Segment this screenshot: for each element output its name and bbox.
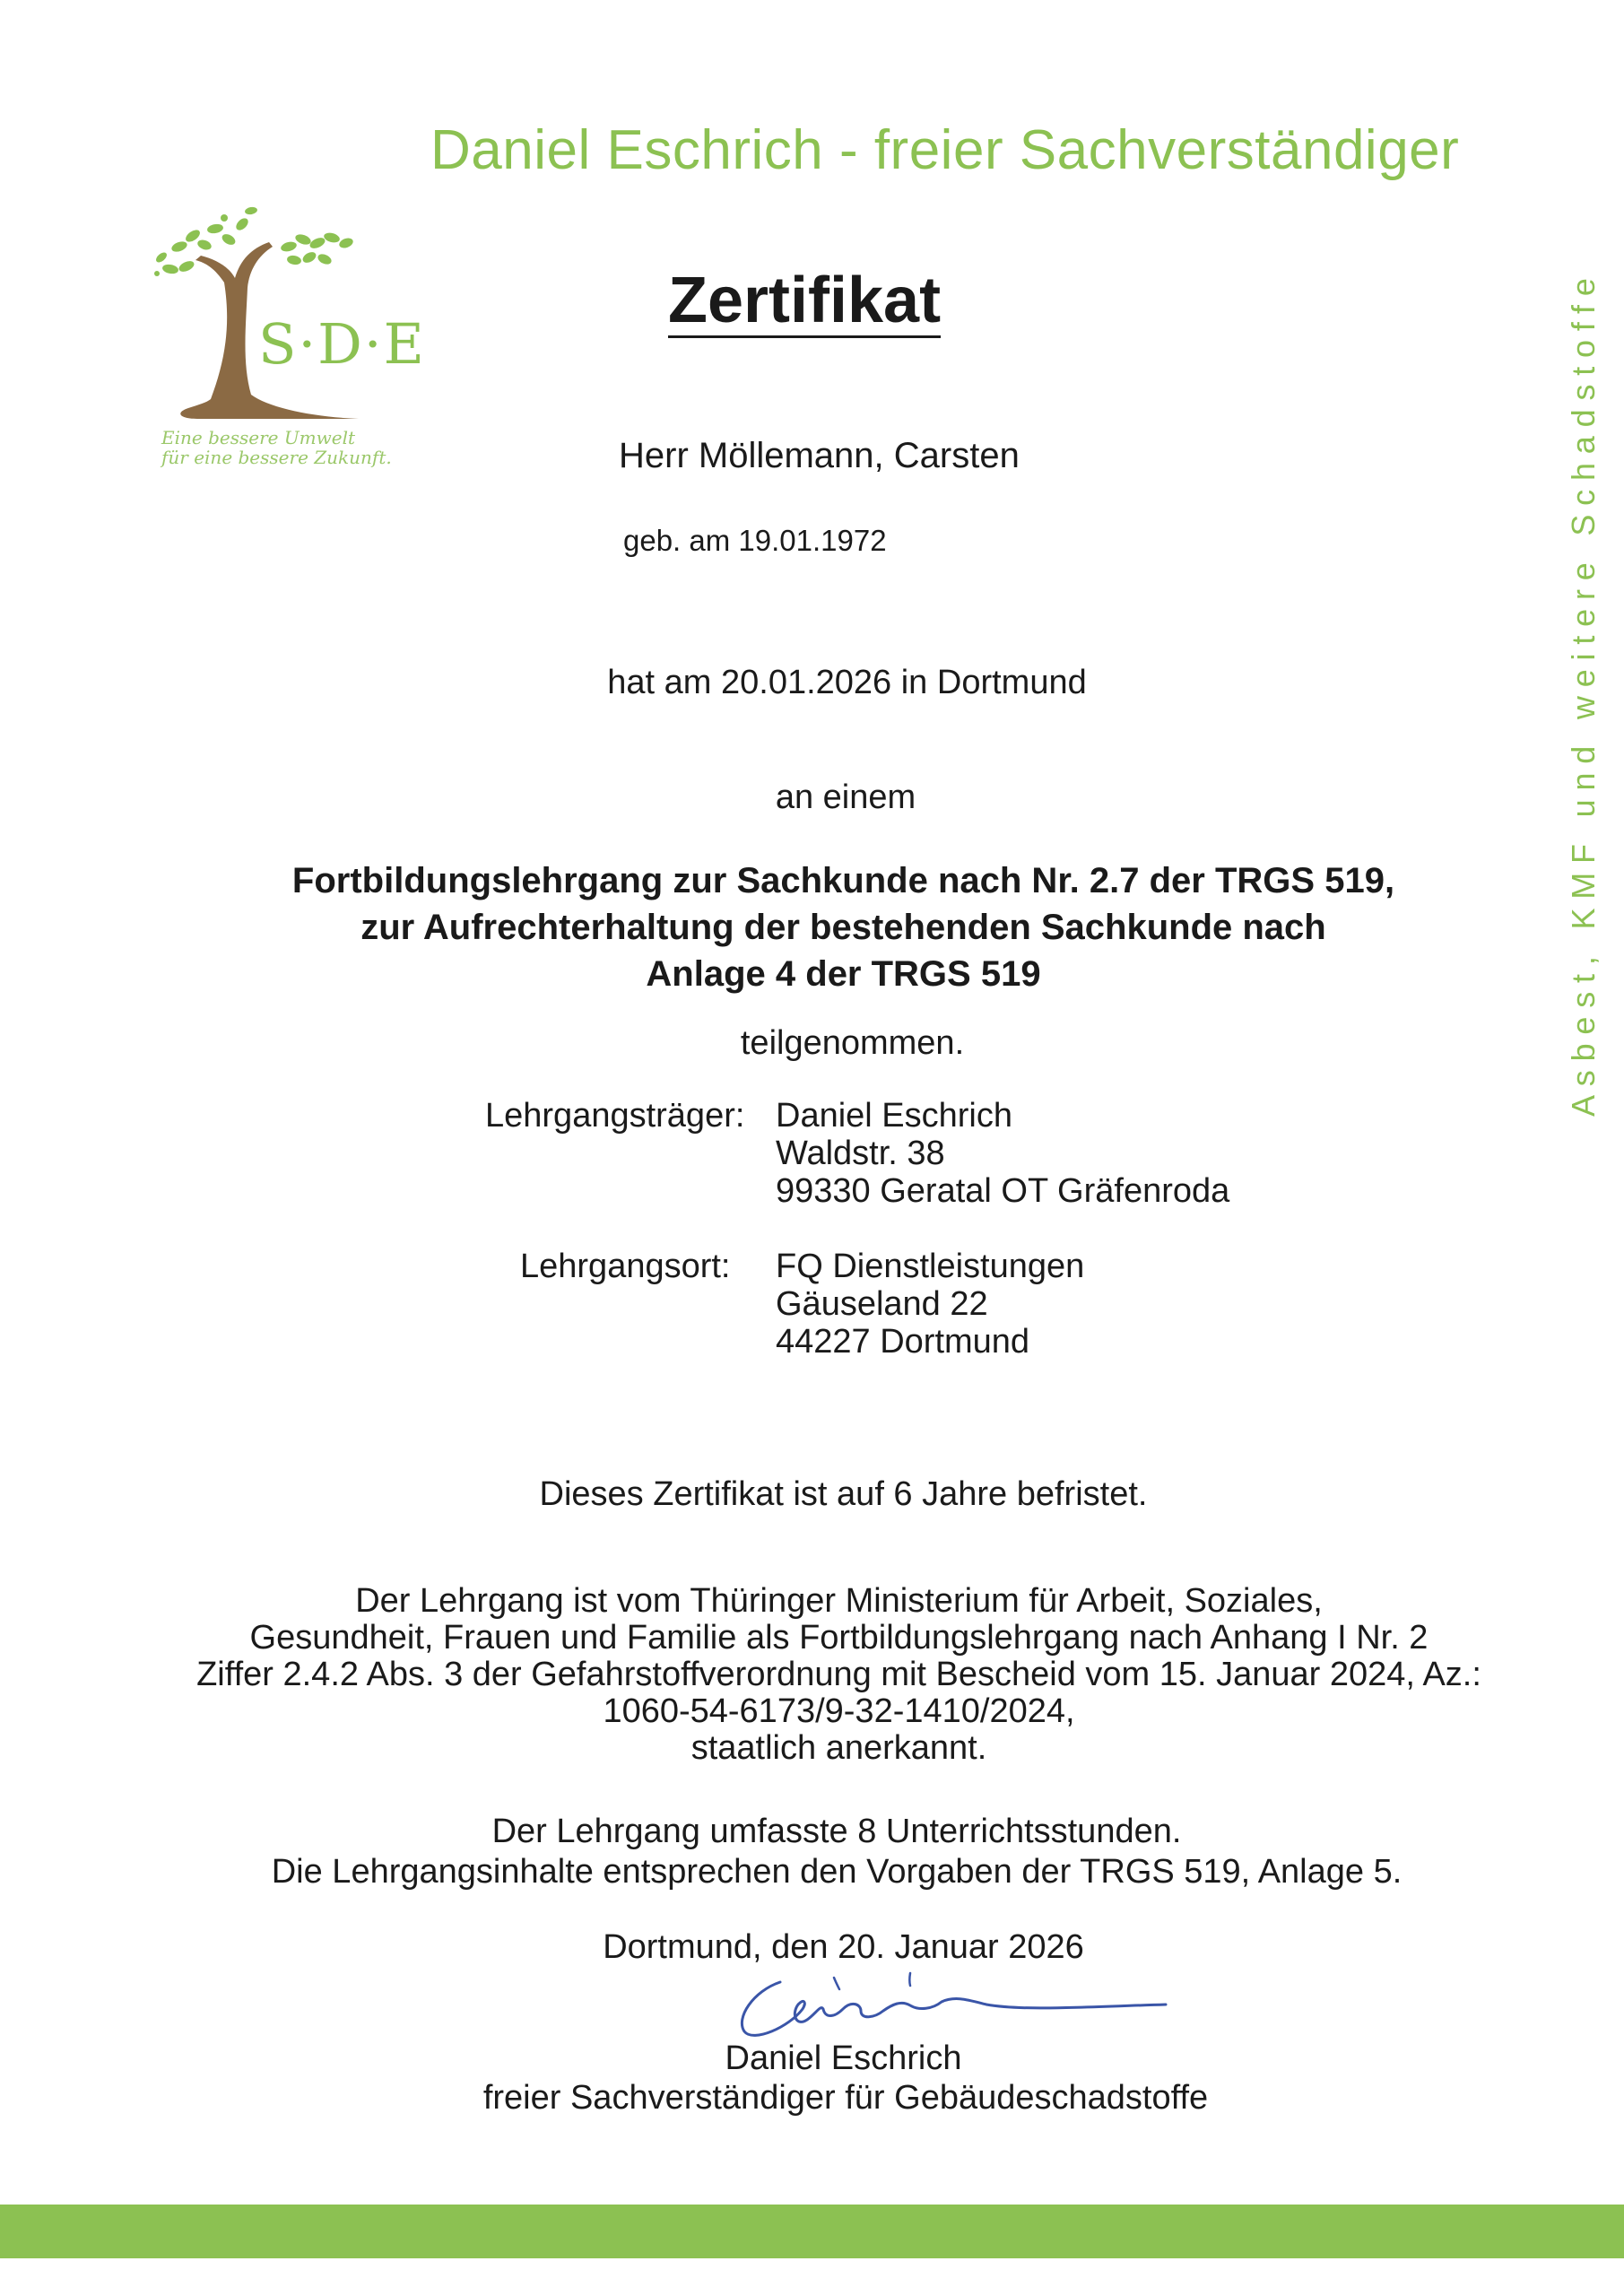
recognition-line: Ziffer 2.4.2 Abs. 3 der Gefahrstoffverordnung mit Bescheid vom 15. Januar 2024, Az.: bbox=[196, 1656, 1481, 1693]
hours-line: Die Lehrgangsinhalte entsprechen den Vorgaben der TRGS 519, Anlage 5. bbox=[271, 1853, 1403, 1891]
tree-logo-icon bbox=[126, 184, 529, 480]
logo-slogan-line1: Eine bessere Umwelt bbox=[161, 427, 356, 448]
certificate-title: Zertifikat bbox=[668, 265, 942, 336]
recognition-line: Der Lehrgang ist vom Thüringer Ministerium für Arbeit, Soziales, bbox=[355, 1582, 1323, 1620]
recognition-paragraph bbox=[0, 1583, 1624, 1767]
provider-label: Lehrgangsträger: bbox=[485, 1097, 745, 1135]
course-line: zur Aufrechterhaltung der bestehenden Sachkunde nach bbox=[360, 908, 1326, 947]
venue-line: 44227 Dortmund bbox=[776, 1323, 1030, 1361]
birth-date: geb. am 19.01.1972 bbox=[623, 524, 887, 557]
course-line: Fortbildungslehrgang zur Sachkunde nach Nr. 2.7 der TRGS 519, bbox=[291, 861, 1395, 900]
venue-address bbox=[776, 1248, 1084, 1361]
provider-line: Daniel Eschrich bbox=[776, 1097, 1012, 1135]
venue-line: Gäuseland 22 bbox=[776, 1285, 988, 1323]
header-title: Daniel Eschrich - freier Sachverständiger bbox=[430, 119, 1460, 181]
recipient-name: Herr Möllemann, Carsten bbox=[619, 436, 1020, 475]
course-title bbox=[0, 857, 1624, 997]
signatory-role: freier Sachverständiger für Gebäudeschadstoffe bbox=[482, 2079, 1209, 2117]
participated-text: teilgenommen. bbox=[740, 1024, 965, 1062]
provider-line: Waldstr. 38 bbox=[776, 1135, 945, 1172]
sde-logo bbox=[126, 184, 529, 480]
signature-place-date: Dortmund, den 20. Januar 2026 bbox=[603, 1928, 1084, 1966]
recognition-line: 1060-54-6173/9-32-1410/2024, bbox=[603, 1692, 1075, 1730]
provider-address bbox=[776, 1097, 1229, 1210]
provider-line: 99330 Geratal OT Gräfenroda bbox=[776, 1172, 1230, 1210]
hours-paragraph bbox=[0, 1812, 1624, 1892]
venue-line: FQ Dienstleistungen bbox=[776, 1248, 1085, 1285]
date-place: hat am 20.01.2026 in Dortmund bbox=[607, 664, 1087, 701]
course-line: Anlage 4 der TRGS 519 bbox=[646, 954, 1041, 994]
signatory-name: Daniel Eschrich bbox=[725, 2039, 962, 2077]
connector-text: an einem bbox=[775, 778, 916, 816]
logo-text: S·D·E bbox=[258, 311, 426, 377]
recognition-line: Gesundheit, Frauen und Familie als Fortbildungslehrgang nach Anhang I Nr. 2 bbox=[249, 1619, 1429, 1657]
logo-slogan-line2: für eine bessere Zukunft. bbox=[161, 447, 392, 468]
venue-label: Lehrgangsort: bbox=[520, 1248, 731, 1285]
recognition-line: staatlich anerkannt. bbox=[690, 1729, 987, 1767]
side-tagline: Asbest, KMF und weitere Schadstoffe bbox=[1565, 269, 1602, 1117]
footer-green-bar bbox=[0, 2205, 1624, 2258]
validity-text: Dieses Zertifikat ist auf 6 Jahre befristet. bbox=[539, 1475, 1148, 1513]
hours-line: Der Lehrgang umfasste 8 Unterrichtsstunden. bbox=[491, 1813, 1182, 1850]
